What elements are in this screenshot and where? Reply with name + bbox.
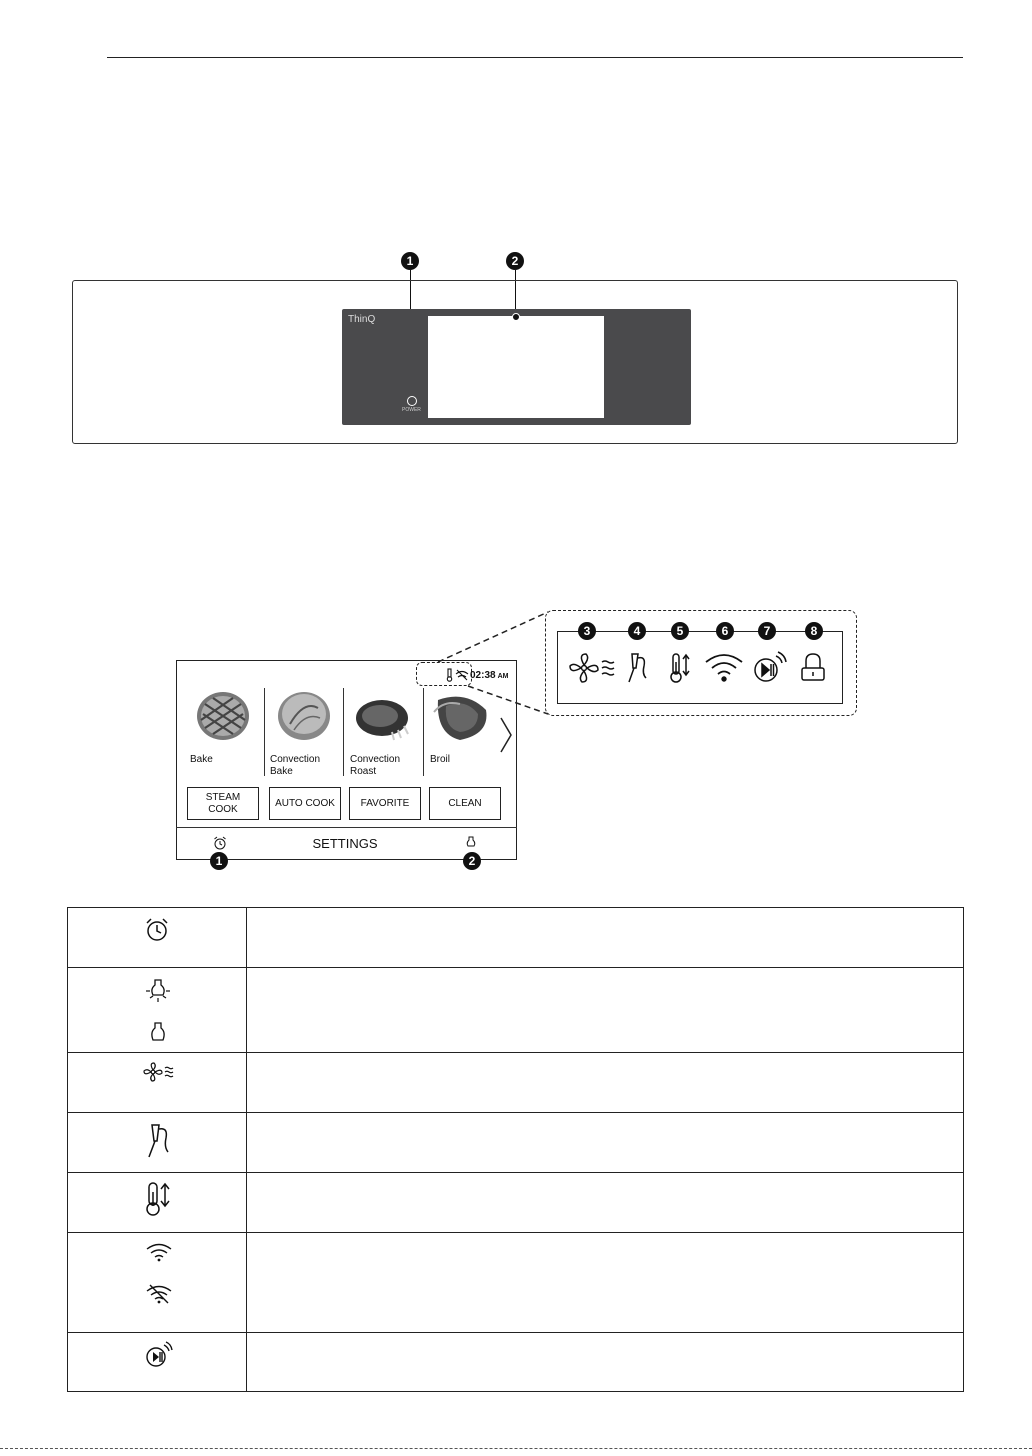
page-bottom-border — [0, 1448, 1032, 1449]
chevron-right-icon[interactable] — [498, 716, 514, 754]
tile-broil-label[interactable]: Broil — [430, 754, 451, 765]
convection-bake-image[interactable] — [276, 690, 332, 742]
light-off-icon — [148, 1020, 168, 1044]
power-button[interactable] — [407, 396, 417, 406]
callout-5: 5 — [671, 622, 689, 640]
table-row-divider — [67, 1232, 964, 1233]
callout-2-panel: 2 — [506, 252, 524, 270]
remote-start-icon — [145, 1341, 173, 1369]
settings-divider — [176, 827, 517, 828]
table-row-divider — [67, 1172, 964, 1173]
table-row-divider — [67, 1332, 964, 1333]
alarm-clock-icon[interactable] — [213, 836, 227, 850]
callout-2-display: 2 — [463, 852, 481, 870]
screen-callout-dot — [512, 313, 520, 321]
temperature-probe-icon — [145, 1180, 173, 1218]
bake-image[interactable] — [193, 690, 253, 742]
meat-probe-icon — [145, 1122, 171, 1160]
icon-table — [67, 907, 964, 1392]
panel-touch-screen[interactable] — [428, 316, 604, 418]
steam-cook-button[interactable]: STEAM COOK — [187, 787, 259, 820]
clean-button[interactable]: CLEAN — [429, 787, 501, 820]
wifi-disconnected-icon — [145, 1283, 173, 1305]
power-label: POWER — [402, 407, 421, 413]
wifi-icon — [706, 655, 742, 681]
tile-divider — [343, 688, 344, 776]
callout-4: 4 — [628, 622, 646, 640]
convection-fan-icon — [143, 1061, 175, 1083]
callout-3: 3 — [578, 622, 596, 640]
auto-cook-button[interactable]: AUTO COOK — [269, 787, 341, 820]
temperature-probe-icon — [671, 654, 689, 682]
tile-convection-bake-label[interactable]: Convection Bake — [270, 754, 321, 777]
convection-fan-icon — [570, 654, 614, 682]
remote-start-icon — [755, 652, 786, 681]
status-icon-row — [568, 650, 838, 686]
callout-7: 7 — [758, 622, 776, 640]
wifi-connected-icon — [145, 1241, 173, 1263]
clock-time: 02:38 AM — [470, 670, 509, 681]
favorite-button[interactable]: FAVORITE — [349, 787, 421, 820]
header-rule — [107, 57, 963, 58]
table-row-divider — [67, 1052, 964, 1053]
convection-roast-image[interactable] — [352, 692, 412, 742]
thinq-logo: ThinQ — [348, 314, 376, 325]
lock-icon — [802, 654, 824, 680]
tile-bake-label[interactable]: Bake — [190, 754, 213, 765]
tile-divider — [264, 688, 265, 776]
zoom-connectors — [418, 608, 558, 718]
callout-1-panel: 1 — [401, 252, 419, 270]
settings-button[interactable]: SETTINGS — [312, 836, 378, 851]
alarm-clock-icon — [144, 917, 170, 943]
meat-probe-icon — [629, 654, 646, 682]
table-row-divider — [67, 1112, 964, 1113]
callout-1-display: 1 — [210, 852, 228, 870]
callout-6: 6 — [716, 622, 734, 640]
callout-8: 8 — [805, 622, 823, 640]
light-on-icon — [145, 977, 171, 1003]
tile-convection-roast-label[interactable]: Convection Roast — [350, 754, 401, 777]
oven-light-icon[interactable] — [465, 835, 477, 849]
table-column-divider — [246, 907, 247, 1392]
table-row-divider — [67, 967, 964, 968]
